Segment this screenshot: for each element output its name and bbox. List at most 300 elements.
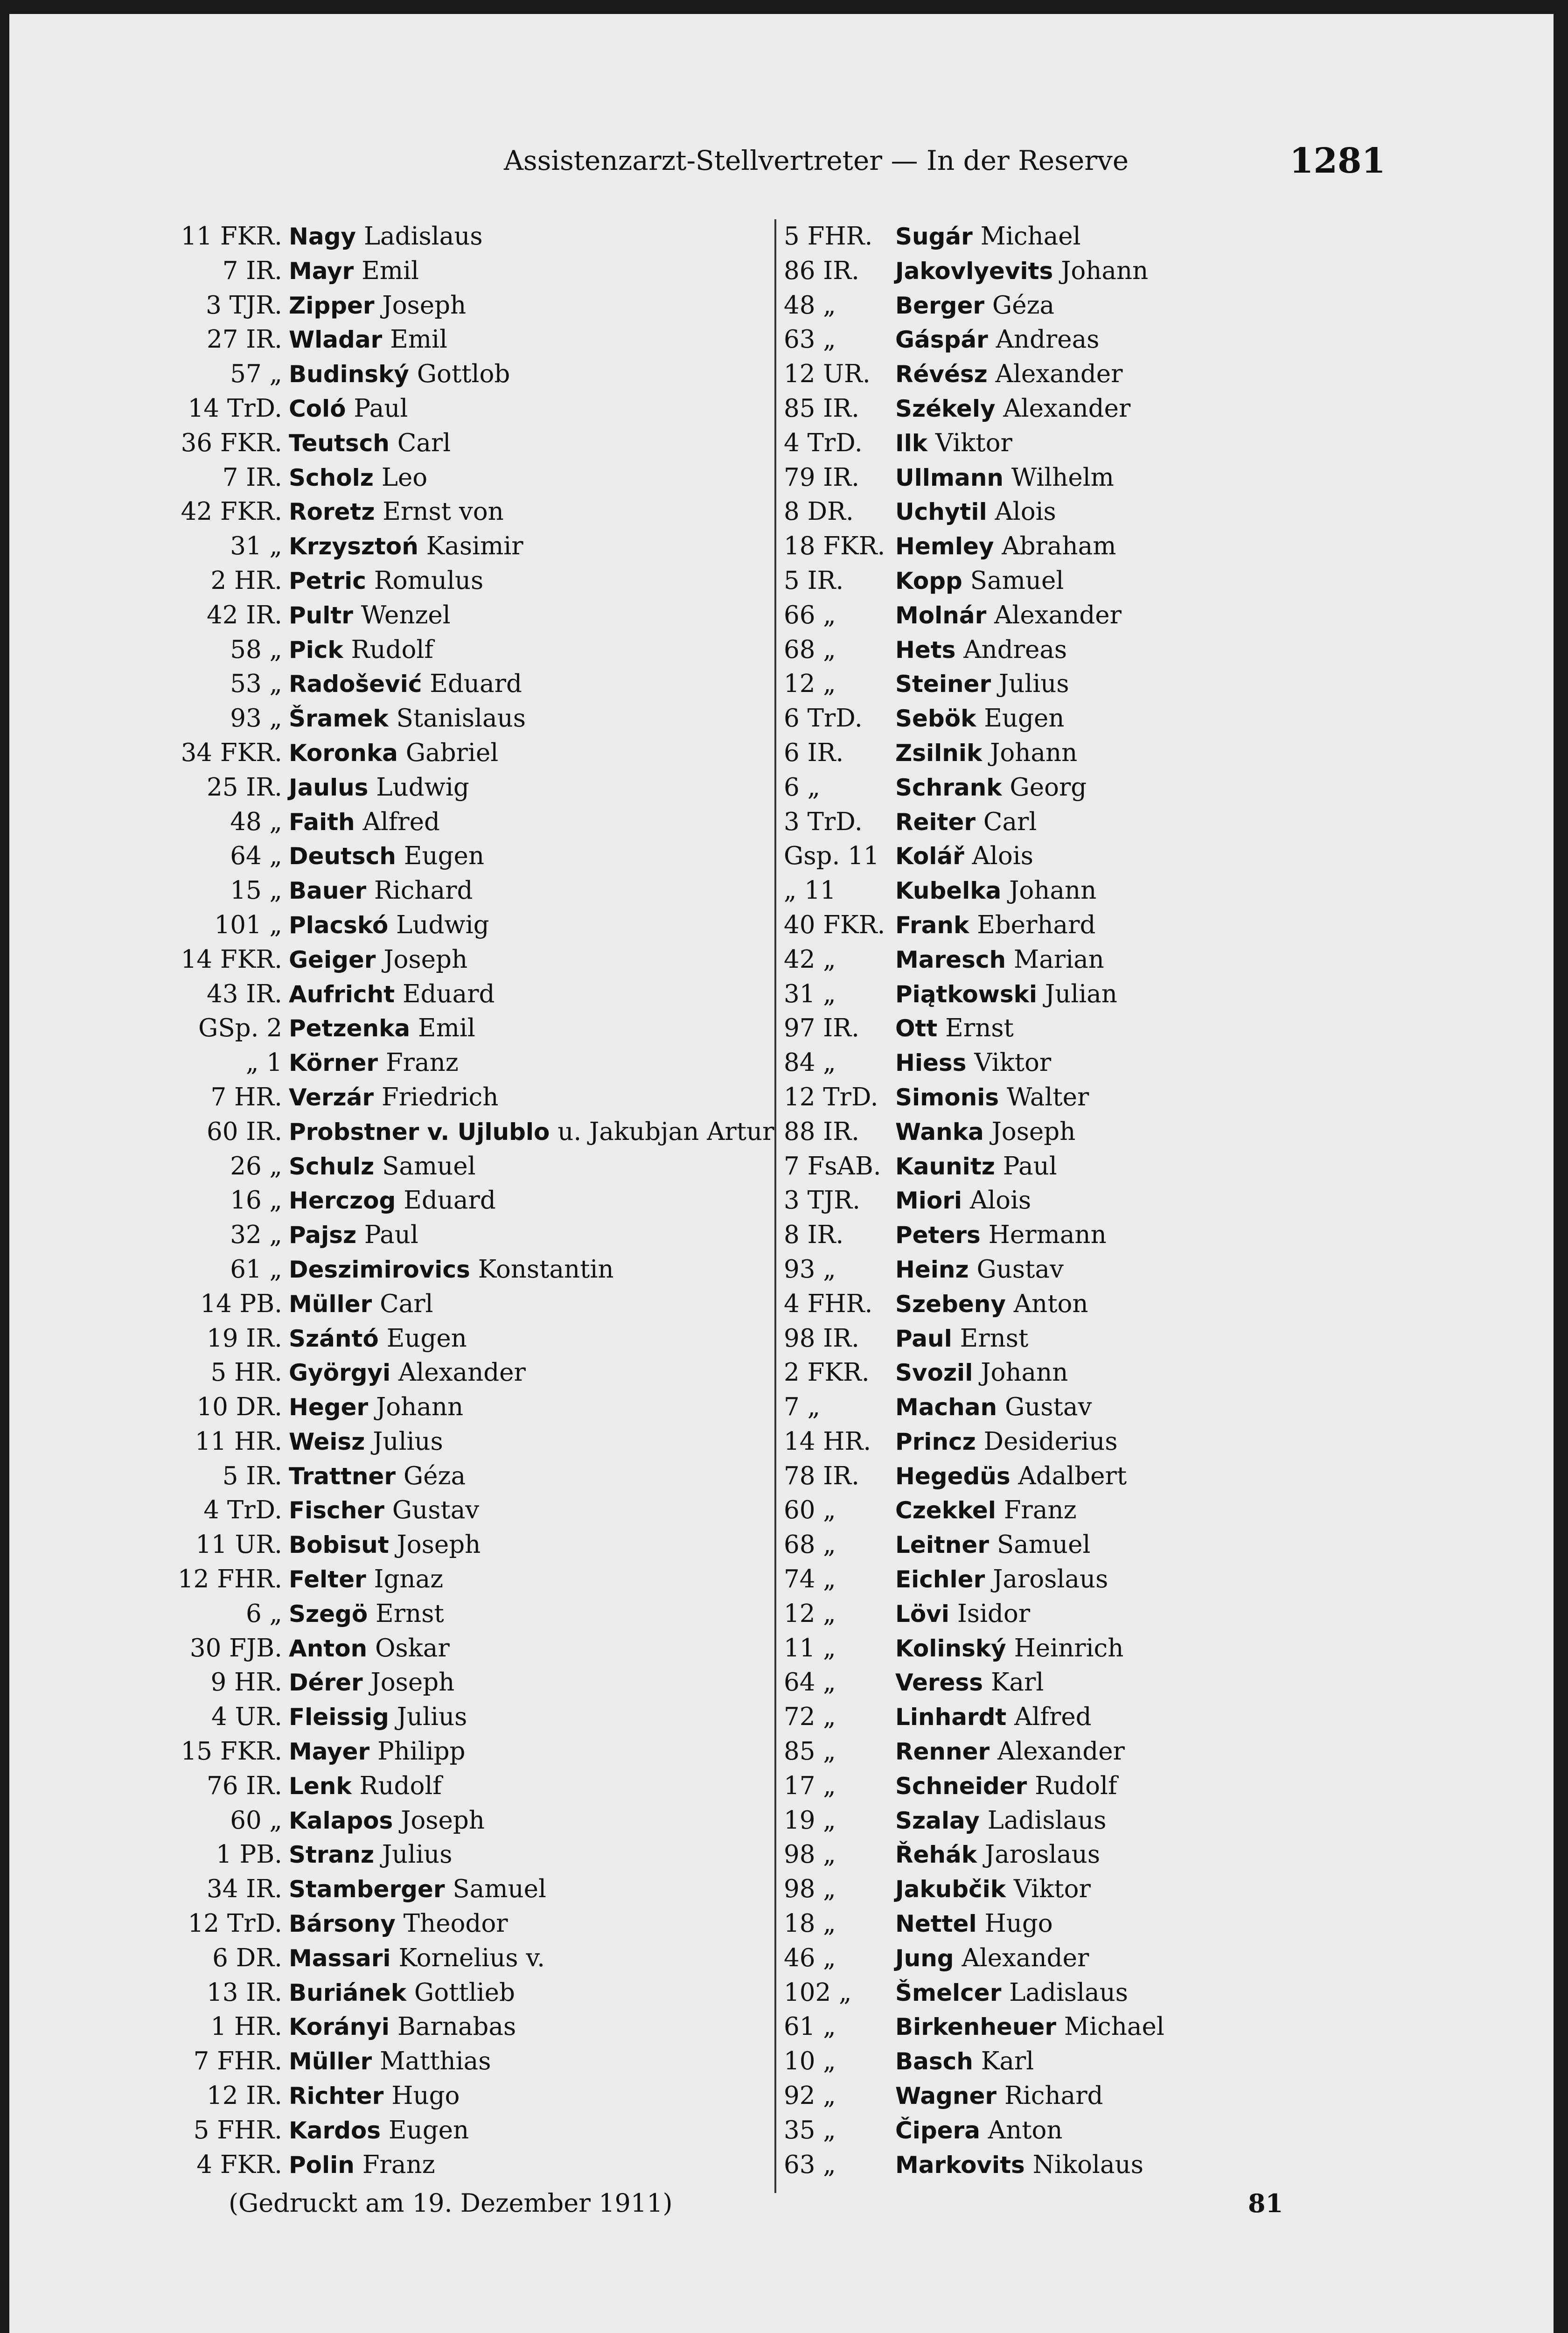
list-item (784, 1493, 1390, 1528)
list-item (168, 598, 774, 633)
surname: Placskó (289, 911, 389, 939)
surname: Bársony (289, 1910, 396, 1938)
given-name: Theodor (403, 1909, 508, 1938)
list-item (168, 1665, 774, 1700)
list-item (168, 908, 774, 943)
person-name (895, 1462, 1127, 1490)
given-name: Eberhard (977, 910, 1096, 939)
surname: Székely (895, 395, 996, 422)
unit-label: 48 „ (230, 807, 282, 836)
list-item (784, 908, 1390, 943)
person-name (895, 257, 1148, 285)
surname: Kardos (289, 2116, 381, 2144)
person-name (289, 1496, 479, 1524)
list-item (784, 1011, 1390, 1046)
given-name: Wenzel (361, 601, 451, 629)
given-name: Eugen (386, 1324, 467, 1353)
list-item (168, 1355, 774, 1390)
given-name: Johann (1061, 256, 1149, 285)
unit-label: 76 IR. (207, 1771, 282, 1800)
unit-label: 26 „ (230, 1152, 282, 1180)
given-name: Julius (373, 1427, 443, 1456)
list-item (784, 426, 1390, 461)
person-name (895, 532, 1116, 560)
person-name (289, 1530, 481, 1559)
person-name (289, 1875, 546, 1903)
given-name: Viktor (935, 428, 1012, 457)
list-item (168, 1390, 774, 1425)
person-name (895, 1634, 1123, 1662)
unit-label: 63 „ (784, 2150, 836, 2179)
unit-label: 6 IR. (784, 738, 844, 767)
given-name: Anton (1013, 1289, 1088, 1318)
unit-label: 7 FHR. (193, 2047, 282, 2076)
person-name (289, 291, 466, 320)
list-item (784, 873, 1390, 908)
surname: Mayer (289, 1738, 370, 1766)
unit-label: 25 IR. (207, 773, 282, 802)
unit-label: 4 TrD. (203, 1496, 282, 1525)
surname: Deszimirovics (289, 1256, 470, 1283)
surname: Lenk (289, 1772, 352, 1800)
unit-label: 34 FKR. (181, 738, 282, 767)
unit-label: 6 „ (245, 1599, 282, 1628)
surname: Ilk (895, 429, 927, 457)
surname: Paul (895, 1325, 952, 1352)
given-name: Stanislaus (396, 704, 526, 733)
list-item (168, 1287, 774, 1321)
list-item (168, 426, 774, 461)
person-name (289, 1358, 526, 1387)
person-name (289, 601, 451, 629)
list-item (784, 633, 1390, 667)
list-item (168, 2113, 774, 2148)
surname: Hemley (895, 533, 994, 560)
given-name: Karl (990, 1668, 1044, 1697)
list-item (168, 1734, 774, 1769)
list-item (168, 1493, 774, 1528)
person-name (289, 1221, 418, 1249)
unit-label: 12 TrD. (188, 1909, 282, 1938)
list-item (784, 701, 1390, 736)
unit-label: 42 IR. (207, 601, 282, 629)
list-item (784, 322, 1390, 357)
person-name (895, 360, 1122, 388)
surname: Jung (895, 1944, 954, 1972)
surname: Hegedüs (895, 1462, 1010, 1490)
list-item (168, 1837, 774, 1872)
surname: Zipper (289, 292, 375, 319)
unit-label: 12 TrD. (784, 1083, 878, 1111)
given-name: Oskar (375, 1634, 450, 1662)
list-item (784, 1355, 1390, 1390)
surname: Radošević (289, 671, 422, 698)
list-item (784, 391, 1390, 426)
given-name: Alexander (398, 1358, 526, 1387)
list-item (168, 254, 774, 288)
unit-label: Gsp. 11 (784, 842, 879, 871)
person-name (289, 739, 498, 767)
given-name: Gabriel (405, 738, 499, 767)
list-item (784, 736, 1390, 770)
unit-label: 60 „ (784, 1496, 836, 1525)
surname: Jakovlyevits (895, 257, 1053, 285)
person-name (289, 463, 427, 492)
given-name: Friedrich (381, 1083, 499, 1111)
surname: Molnár (895, 601, 987, 629)
list-item (784, 1459, 1390, 1494)
list-item (784, 1976, 1390, 2010)
unit-label: 101 „ (214, 910, 282, 939)
unit-label: 74 „ (784, 1565, 836, 1594)
given-name: Joseph (397, 1530, 481, 1559)
person-name (895, 1393, 1092, 1421)
person-name (895, 1496, 1077, 1524)
surname: Steiner (895, 671, 991, 698)
list-item (784, 288, 1390, 323)
given-name: Alfred (1014, 1703, 1092, 1732)
unit-label: 46 „ (784, 1943, 836, 1972)
surname: Wagner (895, 2082, 997, 2110)
given-name: Emil (362, 256, 419, 285)
surname: Bobisut (289, 1531, 389, 1559)
unit-label: 3 TJR. (784, 1186, 860, 1215)
unit-label: 48 „ (784, 291, 836, 320)
surname: Szebeny (895, 1290, 1006, 1318)
person-name (289, 911, 489, 939)
person-name (289, 222, 483, 251)
person-name (289, 980, 495, 1008)
list-item (784, 1218, 1390, 1252)
person-name (895, 1048, 1051, 1077)
unit-label: 6 DR. (212, 1943, 282, 1972)
list-item (168, 977, 774, 1012)
given-name: Joseph (991, 1117, 1076, 1146)
list-item (784, 254, 1390, 288)
given-name: Samuel (970, 566, 1064, 595)
person-name (289, 1634, 450, 1662)
list-item (168, 1115, 774, 1149)
person-name (895, 1600, 1030, 1628)
unit-label: 85 „ (784, 1737, 836, 1766)
list-item (784, 1252, 1390, 1287)
surname: Heinz (895, 1256, 969, 1283)
person-name (289, 1737, 466, 1766)
given-name: Gottlob (417, 360, 510, 389)
person-name (289, 636, 433, 664)
unit-label: 68 „ (784, 1530, 836, 1559)
surname: Pick (289, 636, 343, 664)
unit-label: GSp. 2 (198, 1014, 282, 1043)
unit-label: 40 FKR. (784, 910, 885, 939)
person-name (289, 1186, 496, 1215)
list-item (784, 770, 1390, 805)
unit-label: 61 „ (230, 1255, 282, 1284)
unit-label: 19 IR. (207, 1324, 282, 1353)
given-name: Ladislaus (363, 222, 483, 251)
person-name (895, 1427, 1118, 1456)
person-name (289, 842, 484, 870)
given-name: Géza (992, 291, 1055, 320)
given-name: Walter (1006, 1083, 1089, 1111)
surname: Šmelcer (895, 1979, 1002, 2006)
list-item (168, 1218, 774, 1252)
person-name (895, 1290, 1088, 1318)
given-name: Karl (981, 2047, 1034, 2076)
given-name: Gottlieb (414, 1978, 515, 2007)
surname: Polin (289, 2151, 355, 2179)
person-name (895, 497, 1056, 526)
list-item (168, 288, 774, 323)
unit-label: 9 HR. (210, 1668, 282, 1697)
unit-label: 4 UR. (211, 1703, 282, 1732)
person-name (895, 808, 1037, 836)
unit-label: 31 „ (784, 979, 836, 1008)
list-item (784, 1080, 1390, 1115)
person-name (289, 670, 522, 698)
list-item (168, 1700, 774, 1734)
unit-label: 14 TrD. (188, 394, 282, 423)
list-item (168, 1459, 774, 1494)
person-name (895, 773, 1087, 802)
surname: Müller (289, 1290, 372, 1318)
list-item (168, 495, 774, 529)
person-name (289, 808, 440, 836)
person-name (895, 2047, 1034, 2075)
list-item (168, 805, 774, 839)
list-item (168, 529, 774, 564)
surname: Faith (289, 808, 355, 836)
surname: Budinský (289, 361, 409, 388)
unit-label: 57 „ (230, 360, 282, 389)
person-name (289, 497, 504, 526)
person-name (895, 291, 1054, 320)
surname: Renner (895, 1738, 990, 1766)
list-item (784, 1803, 1390, 1838)
unit-label: 85 IR. (784, 394, 859, 423)
surname: Jaulus (289, 774, 369, 801)
given-name: Viktor (1013, 1875, 1091, 1904)
person-name (895, 1530, 1090, 1559)
list-item (784, 1941, 1390, 1976)
surname: Anton (289, 1634, 368, 1662)
unit-label: 7 IR. (222, 463, 282, 492)
list-item (168, 461, 774, 495)
person-name (895, 1772, 1117, 1800)
list-item (784, 839, 1390, 873)
unit-label: 4 TrD. (784, 428, 863, 457)
given-name: Rudolf (1035, 1771, 1117, 1800)
person-name (289, 1806, 485, 1835)
unit-label: 14 PB. (200, 1289, 282, 1318)
person-name (895, 945, 1104, 974)
given-name: Ladislaus (987, 1806, 1107, 1835)
person-name (895, 1014, 1014, 1042)
given-name: Alexander (997, 1737, 1125, 1766)
given-name: Paul (364, 1221, 418, 1250)
unit-label: 79 IR. (784, 463, 859, 492)
surname: Jakubčik (895, 1876, 1006, 1903)
given-name: Alexander (995, 360, 1123, 389)
list-item (784, 2148, 1390, 2182)
unit-label: 5 IR. (222, 1461, 282, 1490)
person-name (289, 325, 447, 354)
given-name: Georg (1010, 773, 1087, 802)
given-name: Richard (374, 876, 473, 905)
unit-label: 18 FKR. (784, 532, 885, 561)
given-name: Alexander (994, 601, 1122, 629)
unit-label: 18 „ (784, 1909, 836, 1938)
surname: Geiger (289, 946, 376, 973)
given-name: Gustav (392, 1496, 480, 1525)
list-item (784, 977, 1390, 1012)
given-name: Franz (385, 1048, 459, 1077)
surname: Berger (895, 292, 985, 319)
person-name (895, 1944, 1089, 1972)
list-item (784, 1907, 1390, 1941)
surname: Basch (895, 2048, 973, 2075)
unit-label: 5 HR. (210, 1358, 282, 1387)
surname: Eichler (895, 1566, 985, 1593)
list-item (784, 564, 1390, 598)
unit-label: 7 HR. (210, 1083, 282, 1111)
list-item (784, 1872, 1390, 1907)
unit-label: 1 HR. (210, 2012, 282, 2041)
unit-label: 93 „ (230, 704, 282, 733)
given-name: Paul (1003, 1152, 1057, 1180)
list-item (168, 1149, 774, 1184)
unit-label: 12 „ (784, 670, 836, 699)
unit-label: 32 „ (230, 1221, 282, 1250)
given-name: Richard (1004, 2082, 1103, 2110)
list-item (168, 391, 774, 426)
surname: Birkenheuer (895, 2013, 1056, 2041)
person-name (895, 739, 1077, 767)
unit-label: 63 „ (784, 325, 836, 354)
unit-label: 12 FHR. (177, 1565, 282, 1594)
person-name (289, 2082, 460, 2110)
person-name (289, 1014, 475, 1042)
surname: Müller (289, 2048, 372, 2075)
unit-label: 8 IR. (784, 1221, 844, 1250)
given-name: Ludwig (376, 773, 469, 802)
list-item (168, 357, 774, 391)
list-item (168, 1183, 774, 1218)
person-name (895, 1221, 1107, 1249)
given-name: Ludwig (396, 910, 489, 939)
person-name (895, 842, 1033, 870)
given-name: Johann (981, 1358, 1068, 1387)
person-name (289, 1944, 545, 1972)
unit-label: 11 „ (784, 1634, 836, 1662)
surname: Koronka (289, 739, 398, 767)
unit-label: 19 „ (784, 1806, 836, 1835)
unit-label: 61 „ (784, 2012, 836, 2041)
given-name: Johann (376, 1393, 464, 1422)
person-name (895, 1186, 1031, 1215)
list-item (784, 219, 1390, 254)
given-name: Ernst (376, 1599, 444, 1628)
surname: Machan (895, 1394, 997, 1421)
person-name (289, 532, 523, 560)
person-name (289, 1152, 476, 1180)
unit-label: 97 IR. (784, 1014, 859, 1043)
person-name (895, 1255, 1064, 1284)
list-item (168, 219, 774, 254)
unit-label: 93 „ (784, 1255, 836, 1284)
surname: Kopp (895, 567, 962, 594)
unit-label: 15 FKR. (181, 1737, 282, 1766)
person-name (289, 704, 526, 733)
page-title: Assistenzarzt-Stellvertreter — In der Reserve (504, 145, 1129, 176)
list-item (168, 322, 774, 357)
unit-label: 8 DR. (784, 497, 854, 526)
page-number: 1281 (1289, 141, 1386, 181)
given-name: Desiderius (983, 1427, 1118, 1456)
list-item (168, 1941, 774, 1976)
person-name (895, 1703, 1092, 1731)
unit-label: 10 „ (784, 2047, 836, 2076)
surname: Kaunitz (895, 1153, 995, 1180)
list-item (168, 839, 774, 873)
list-item (784, 1321, 1390, 1356)
surname: Herczog (289, 1187, 396, 1215)
unit-label: 53 „ (230, 670, 282, 699)
surname: Aufricht (289, 980, 395, 1008)
surname: Richter (289, 2082, 384, 2110)
surname: Trattner (289, 1462, 396, 1490)
surname: Nettel (895, 1910, 977, 1938)
unit-label: 58 „ (230, 635, 282, 664)
unit-label: 92 „ (784, 2082, 836, 2110)
unit-label: 5 IR. (784, 566, 844, 595)
person-name (895, 1118, 1075, 1146)
given-name: Romulus (374, 566, 484, 595)
given-name: Carl (380, 1289, 433, 1318)
surname: Roretz (289, 498, 375, 526)
person-name (895, 222, 1081, 251)
list-item (168, 943, 774, 977)
list-item (784, 943, 1390, 977)
given-name: Anton (988, 2116, 1063, 2144)
list-item (168, 1011, 774, 1046)
person-name (289, 2116, 469, 2144)
given-name: Leo (381, 463, 428, 492)
person-name (289, 1703, 467, 1731)
given-name: Barnabas (397, 2012, 516, 2041)
list-item (784, 1769, 1390, 1803)
given-name: Jaroslaus (993, 1565, 1108, 1594)
list-item (784, 598, 1390, 633)
unit-label: 12 „ (784, 1599, 836, 1628)
given-name: Andreas (963, 635, 1067, 664)
unit-label: 6 TrD. (784, 704, 863, 733)
unit-label: 10 DR. (196, 1393, 282, 1422)
given-name: Ignaz (374, 1565, 444, 1594)
list-item (784, 529, 1390, 564)
person-name (289, 1600, 444, 1628)
surname: Teutsch (289, 429, 390, 457)
surname: Lövi (895, 1600, 949, 1628)
surname: Kolinský (895, 1634, 1006, 1662)
given-name: Heinrich (1014, 1634, 1124, 1662)
person-name (289, 2012, 516, 2041)
surname: Mayr (289, 257, 354, 285)
person-name (289, 1083, 498, 1111)
person-name (289, 1840, 453, 1869)
given-name: Hermann (988, 1221, 1107, 1250)
unit-label: 4 FHR. (784, 1289, 873, 1318)
